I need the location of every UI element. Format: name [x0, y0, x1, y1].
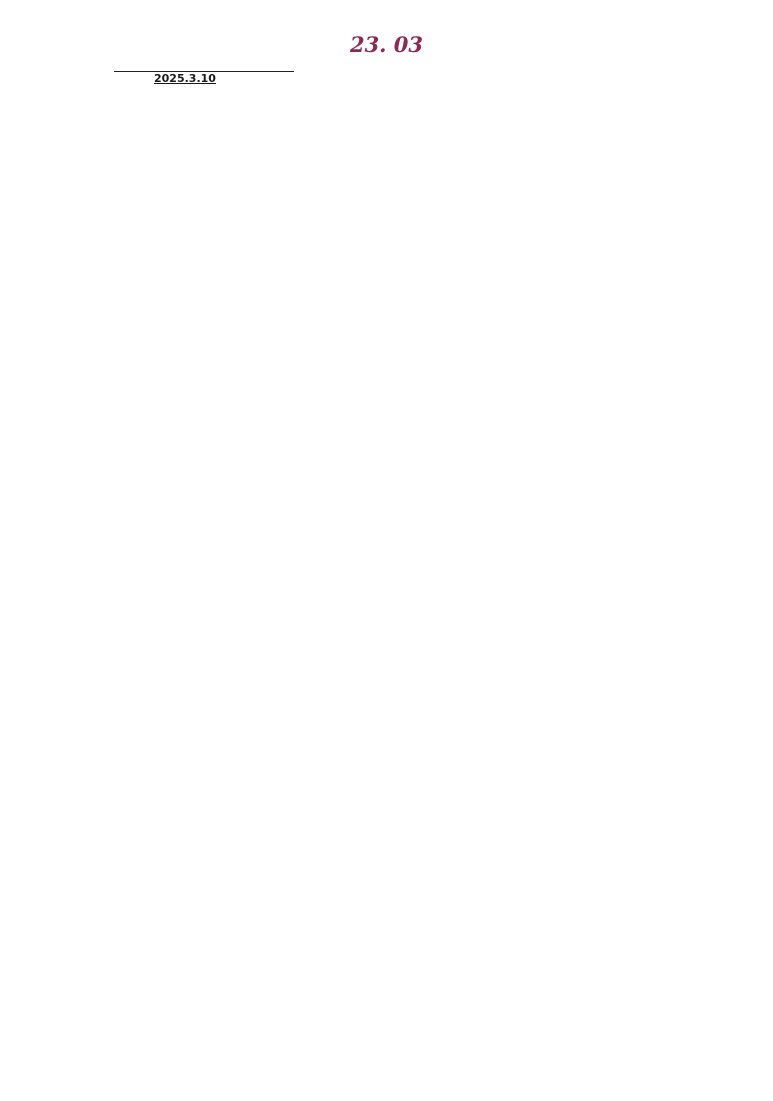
place-date [34, 72, 739, 85]
letter-subtitle: 23. 03 [349, 32, 424, 57]
letter-date: 2025.3.10 [154, 72, 216, 85]
